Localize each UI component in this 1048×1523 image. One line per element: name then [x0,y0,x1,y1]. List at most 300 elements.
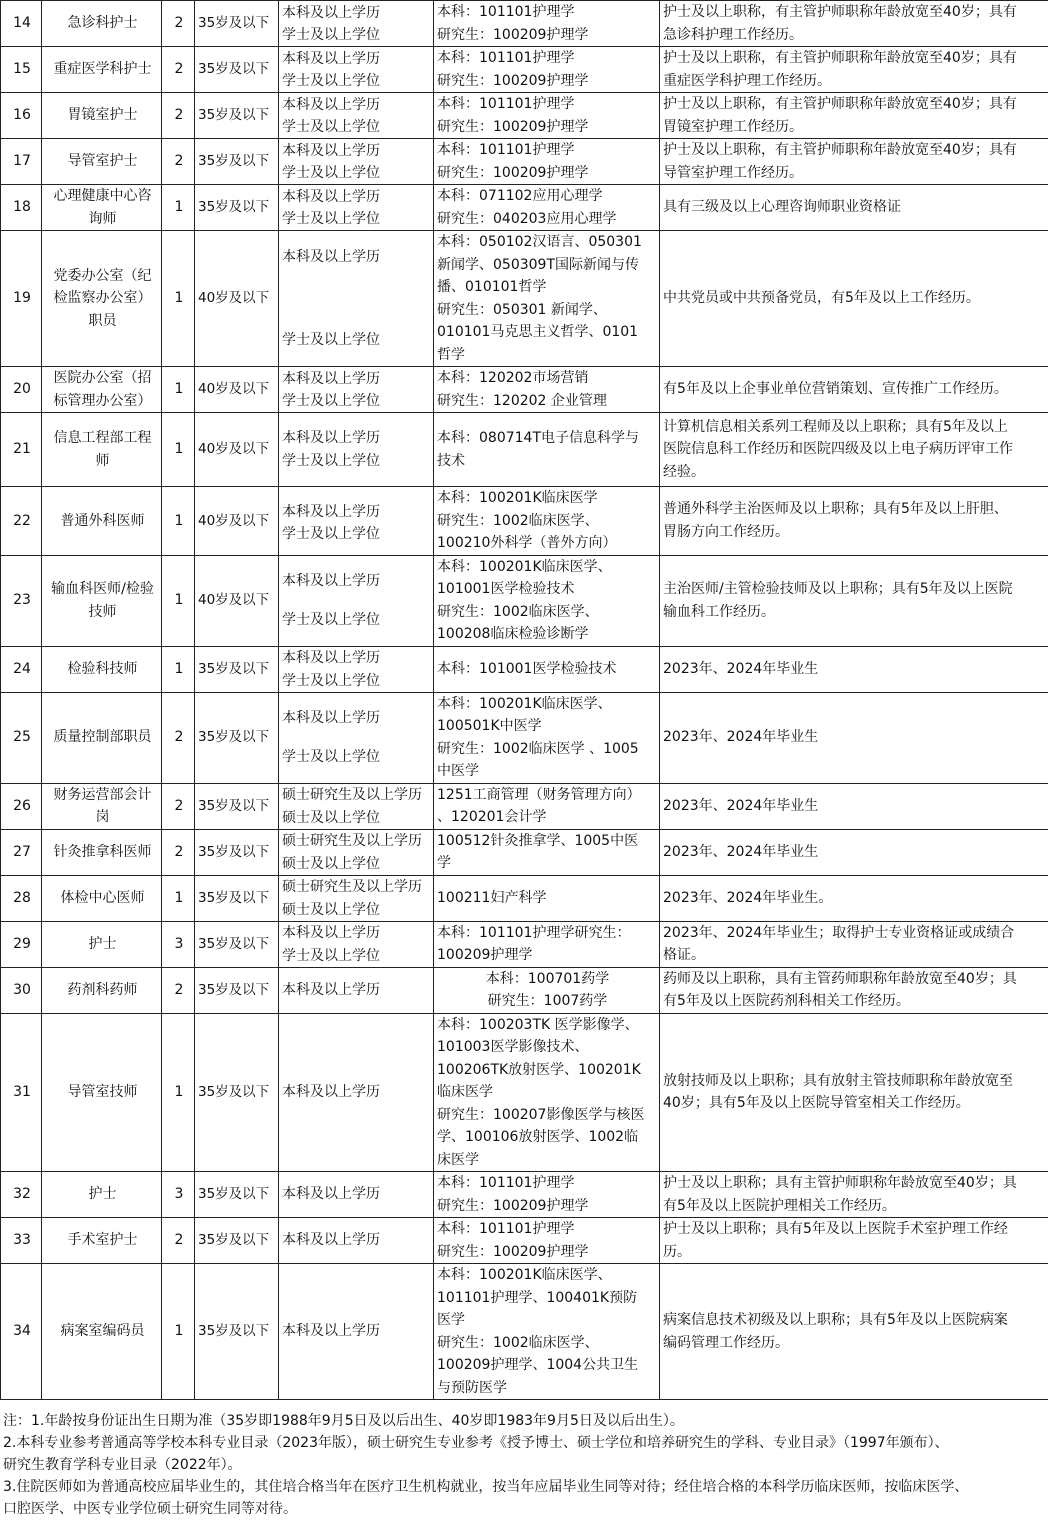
major-line: 100209护理学 [437,947,533,963]
table-row [1,921,1048,967]
table-row [1,555,1048,646]
requirement-line: 主治医师/主管检验技师及以上职称；具有5年及以上医院 [663,581,1013,597]
row-number-cell: 31 [1,1013,42,1172]
position-name-line: 急诊科护士 [67,15,138,32]
major-cell [434,185,660,231]
age-requirement-cell: 40岁及以下 [195,413,279,487]
education-cell [279,829,434,875]
position-name-line: 医院办公室（招 [53,370,152,386]
position-name-line: 手术室护士 [67,1232,138,1249]
other-requirements-cell [660,875,1048,921]
education-lines [282,1081,432,1104]
major-line: 研究生：1007药学 [487,993,608,1009]
major-line: 中医学 [437,763,479,779]
position-cell [42,967,162,1013]
requirement-line: 放射技师及以上职称；具有放射主管技师职称年龄放宽至 [663,1072,1013,1089]
requirement-line: 护士及以上职称；具有5年及以上医院手术室护理工作经 [663,1221,1008,1237]
headcount-cell: 2 [162,783,195,829]
education-cell [279,1218,434,1264]
requirement-line: 护士及以上职称，有主管护师职称年龄放宽至40岁；具有 [663,50,1017,66]
major-line: 本科：050102汉语言、050301 [437,234,642,250]
major-line: 研究生：1002临床医学、 [437,512,599,529]
requirement-line: 2023年、2024年毕业生。 [663,889,833,906]
table-row [1,783,1048,829]
major-line: 研究生：100209护理学 [437,26,589,43]
education-line: 本科及以上学历 [282,4,380,21]
education-cell [279,967,434,1013]
major-line: 学 [437,855,451,871]
other-requirements-cell [660,231,1048,367]
education-line: 本科及以上学历 [282,1186,380,1203]
position-name-line: 党委办公室（纪 [53,267,152,284]
education-line: 本科及以上学历 [282,1232,380,1249]
position-cell [42,139,162,185]
major-line: 研究生：1002临床医学 、1005 [437,740,639,757]
position-cell [42,783,162,829]
other-requirements-cell [660,1218,1048,1264]
education-line: 本科及以上学历 [282,1323,380,1340]
requirement-line: 病案信息技术初级及以上职称；具有5年及以上医院病案 [663,1312,1008,1328]
note-line: 口腔医学、中医专业学位硕士研究生同等对待。 [3,1501,297,1517]
education-line: 本科及以上学历 [282,370,380,387]
age-requirement-cell: 35岁及以下 [195,646,279,692]
major-line: 播、010101哲学 [437,279,547,295]
major-line: 研究生：120202 企业管理 [437,392,607,409]
table-row [1,967,1048,1013]
education-line: 硕士研究生及以上学历 [282,833,422,849]
headcount-cell: 1 [162,487,195,556]
education-line: 学士及以上学位 [282,672,380,689]
major-line: 本科：100201K临床医学、 [437,1267,612,1283]
table-row [1,231,1048,367]
education-lines [282,1229,432,1252]
major-line: 研究生：1002临床医学、 [437,603,599,620]
major-line: 010101马克思主义哲学、0101 [437,324,639,340]
position-name-line: 输血科医师/检验 [51,581,154,597]
major-line: 新闻学、050309T国际新闻与传 [437,256,639,273]
position-name-line: 质量控制部职员 [53,729,152,746]
position-name-line: 重症医学科护士 [53,61,152,78]
position-cell [42,829,162,875]
other-requirements-cell [660,413,1048,487]
major-line: 研究生：100209护理学 [437,1243,589,1260]
requirement-line: 药师及以上职称，具有主管药师职称年龄放宽至40岁；具 [663,970,1017,987]
education-cell [279,487,434,556]
headcount-cell: 1 [162,1264,195,1400]
other-requirements-cell [660,1264,1048,1400]
position-name-line: 财务运营部会计 [53,786,152,803]
position-name-line: 药剂科药师 [67,981,138,998]
education-line: 学士及以上学位 [282,612,380,628]
requirement-line: 导管室护理工作经历。 [663,164,803,181]
headcount-cell: 2 [162,829,195,875]
major-line: 、120201会计学 [437,809,547,825]
row-number-cell: 23 [1,555,42,646]
table-row [1,1172,1048,1218]
position-cell [42,921,162,967]
major-line: 技术 [437,452,465,469]
major-line: 本科：100701药学 [485,970,610,987]
position-cell [42,487,162,556]
row-number-cell: 32 [1,1172,42,1218]
table-row [1,1013,1048,1172]
note-line: 2.本科专业参考普通高等学校本科专业目录（2023年版），硕士研究生专业参考《授予博士、硕士学位和培养研究生的学科、专业目录》（1997年颁布）、 [3,1435,949,1451]
position-name-line: 职员 [88,312,117,329]
major-line: 100209护理学、1004公共卫生 [437,1357,639,1373]
requirement-line: 经验。 [663,463,705,480]
row-number-cell: 29 [1,921,42,967]
table-row [1,1,1048,47]
major-line: 本科：101101护理学 [437,142,575,158]
position-cell [42,646,162,692]
table-body [1,1,1048,1400]
major-cell [434,367,660,413]
other-requirements-cell [660,829,1048,875]
major-line: 本科：071102应用心理学 [437,188,603,204]
requirement-line: 护士及以上职称，有主管护师职称年龄放宽至40岁；具有 [663,142,1017,158]
education-cell [279,783,434,829]
education-line: 学士及以上学位 [282,526,380,543]
requirement-line: 具有三级及以上心理咨询师职业资格证 [663,199,901,216]
education-cell [279,93,434,139]
education-line: 学士及以上学位 [282,73,380,89]
requirement-line: 急诊科护理工作经历。 [663,26,803,43]
major-cell [434,1013,660,1172]
note-line: 3.住院医师如为普通高校应届毕业生的，其住培合格当年在医疗卫生机构就业，按当年应届毕业生同等对待；经住培合格的本科学历临床医师，按临床医学、 [3,1479,969,1495]
education-line: 学士及以上学位 [282,119,380,135]
row-number-cell: 17 [1,139,42,185]
requirement-line: 普通外科学主治医师及以上职称；具有5年及以上肝胆、 [663,501,1008,518]
position-name-line: 师 [95,452,110,469]
row-number-cell: 30 [1,967,42,1013]
table-row [1,646,1048,692]
row-number-cell: 24 [1,646,42,692]
notes-section [3,1410,1047,1520]
position-name-line: 针灸推拿科医师 [53,843,152,860]
major-line: 研究生：100209护理学 [437,1197,589,1214]
other-requirements-cell [660,555,1048,646]
requirement-line: 2023年、2024年毕业生 [663,797,819,814]
requirement-line: 2023年、2024年毕业生；取得护士专业资格证或成绩合 [663,924,1015,941]
major-cell [434,555,660,646]
requirement-line: 护士及以上职称；具有主管护师职称年龄放宽至40岁；具 [663,1175,1017,1191]
age-requirement-cell: 35岁及以下 [195,1264,279,1400]
education-cell [279,413,434,487]
major-cell [434,646,660,692]
position-cell [42,185,162,231]
position-name-line: 信息工程部工程 [53,430,152,446]
education-line: 硕士及以上学位 [282,855,380,872]
major-line: 临床医学 [437,1084,493,1100]
major-line: 本科：100203TK 医学影像学、 [437,1016,639,1033]
education-line: 本科及以上学历 [282,248,380,265]
major-line: 与预防医学 [437,1379,507,1396]
position-cell [42,1013,162,1172]
row-number-cell: 15 [1,47,42,93]
position-cell [42,1218,162,1264]
major-line: 100206TK放射医学、100201K [437,1061,641,1078]
major-cell [434,139,660,185]
other-requirements-cell [660,646,1048,692]
age-requirement-cell: 35岁及以下 [195,1172,279,1218]
position-name-line: 导管室护士 [67,153,138,170]
headcount-cell: 2 [162,139,195,185]
major-line: 本科：101101护理学 [437,1221,575,1237]
education-cell [279,555,434,646]
major-line: 100210外科学（普外方向） [437,535,617,551]
major-line: 本科：101101护理学 [437,50,575,66]
major-line: 本科：101101护理学 [437,96,575,112]
major-cell [434,47,660,93]
education-line: 本科及以上学历 [282,429,380,446]
major-line: 研究生：100209护理学 [437,72,589,89]
major-cell [434,487,660,556]
note-line: 研究生教育学科专业目录（2022年）。 [3,1457,242,1473]
major-line: 1251工商管理（财务管理方向） [437,786,641,803]
education-line: 本科及以上学历 [282,50,380,67]
education-lines [282,48,432,92]
education-cell [279,1264,434,1400]
position-name-line: 护士 [88,1186,117,1203]
position-name-line: 检监察办公室） [53,290,152,307]
education-lines [282,830,432,874]
education-lines [282,1320,432,1343]
education-line: 学士及以上学位 [282,947,380,964]
table-row [1,47,1048,93]
education-line: 硕士研究生及以上学历 [282,879,422,895]
education-line: 硕士及以上学位 [282,809,380,826]
major-line: 本科：100201K临床医学 [437,490,598,506]
table-row [1,1218,1048,1264]
position-name-line: 岗 [95,809,110,825]
position-cell [42,1264,162,1400]
education-lines [282,784,432,828]
headcount-cell: 1 [162,875,195,921]
education-cell [279,139,434,185]
education-line: 本科及以上学历 [282,188,380,205]
age-requirement-cell: 35岁及以下 [195,783,279,829]
major-cell [434,829,660,875]
education-lines [282,570,432,632]
row-number-cell: 33 [1,1218,42,1264]
position-cell [42,231,162,367]
education-lines [282,707,432,769]
headcount-cell: 1 [162,185,195,231]
education-lines [282,922,432,966]
position-name-line: 胃镜室护士 [67,107,138,124]
education-line: 本科及以上学历 [282,503,380,520]
row-number-cell: 27 [1,829,42,875]
requirement-line: 医院信息科工作经历和医院四级及以上电子病历评审工作 [663,441,1013,458]
age-requirement-cell: 35岁及以下 [195,185,279,231]
headcount-cell: 1 [162,646,195,692]
major-line: 床医学 [437,1151,479,1168]
major-line: 101101护理学、100401K预防 [437,1289,638,1306]
other-requirements-cell [660,47,1048,93]
major-line: 研究生：1002临床医学、 [437,1334,599,1351]
major-line: 本科：100201K临床医学、 [437,695,612,712]
note-line: 注：1.年龄按身份证出生日期为准（35岁即1988年9月5日及以后出生、40岁即1983年9月5日及以后出生）。 [3,1413,684,1429]
major-line: 研究生：050301 新闻学、 [437,301,607,318]
row-number-cell: 14 [1,1,42,47]
education-cell [279,692,434,783]
other-requirements-cell [660,967,1048,1013]
row-number-cell: 34 [1,1264,42,1400]
other-requirements-cell [660,1172,1048,1218]
education-lines [282,501,432,541]
table-row [1,829,1048,875]
other-requirements-cell [660,783,1048,829]
position-cell [42,1172,162,1218]
headcount-cell: 1 [162,555,195,646]
education-line: 硕士及以上学位 [282,901,380,918]
education-lines [282,94,432,138]
education-cell [279,231,434,367]
requirement-line: 重症医学科护理工作经历。 [663,72,831,89]
major-line: 本科：101101护理学 [437,1175,575,1191]
age-requirement-cell: 40岁及以下 [195,367,279,413]
major-line: 研究生：100209护理学 [437,164,589,181]
row-number-cell: 22 [1,487,42,556]
major-cell [434,783,660,829]
age-requirement-cell: 35岁及以下 [195,93,279,139]
education-line: 本科及以上学历 [282,925,380,941]
requirement-line: 40岁；具有5年及以上医院导管室相关工作经历。 [663,1095,970,1112]
table-row [1,185,1048,231]
education-cell [279,875,434,921]
table-row [1,1264,1048,1400]
education-line: 学士及以上学位 [282,332,380,348]
requirement-line: 胃镜室护理工作经历。 [663,118,803,135]
other-requirements-cell [660,367,1048,413]
row-number-cell: 21 [1,413,42,487]
requirement-line: 2023年、2024年毕业生 [663,843,819,860]
position-name-line: 护士 [88,935,117,952]
major-line: 医学 [437,1312,465,1328]
position-cell [42,47,162,93]
major-line: 100211妇产科学 [437,889,547,906]
position-name-line: 心理健康中心咨 [53,188,152,204]
education-lines [282,647,432,691]
position-name-line: 普通外科医师 [60,512,145,529]
requirement-line: 有5年及以上医院药剂科相关工作经历。 [663,993,910,1009]
education-lines [282,186,432,230]
education-cell [279,1,434,47]
education-line: 学士及以上学位 [282,27,380,43]
age-requirement-cell: 35岁及以下 [195,1013,279,1172]
position-cell [42,692,162,783]
education-line: 学士及以上学位 [282,453,380,469]
education-line: 本科及以上学历 [282,572,380,589]
requirement-line: 编码管理工作经历。 [663,1334,789,1351]
major-line: 101003医学影像技术、 [437,1039,589,1055]
row-number-cell: 19 [1,231,42,367]
requirement-line: 输血科工作经历。 [663,603,775,620]
education-lines [282,140,432,184]
age-requirement-cell: 40岁及以下 [195,555,279,646]
headcount-cell: 2 [162,47,195,93]
table-row [1,413,1048,487]
table-row [1,692,1048,783]
table-row [1,487,1048,556]
requirement-line: 有5年及以上医院护理相关工作经历。 [663,1197,896,1214]
major-line: 研究生：100207影像医学与核医 [437,1106,645,1123]
other-requirements-cell [660,487,1048,556]
position-name-line: 询师 [88,210,117,227]
major-line: 本科：101001医学检验技术 [437,660,617,677]
other-requirements-cell [660,1013,1048,1172]
age-requirement-cell: 35岁及以下 [195,1,279,47]
age-requirement-cell: 35岁及以下 [195,967,279,1013]
table-row [1,139,1048,185]
major-cell [434,921,660,967]
education-cell [279,1013,434,1172]
education-line: 学士及以上学位 [282,393,380,409]
position-cell [42,555,162,646]
major-cell [434,413,660,487]
headcount-cell: 1 [162,231,195,367]
education-line: 硕士研究生及以上学历 [282,787,422,803]
requirement-line: 历。 [663,1243,691,1260]
age-requirement-cell: 40岁及以下 [195,487,279,556]
major-cell [434,1,660,47]
education-lines [282,427,432,473]
education-line: 本科及以上学历 [282,96,380,113]
education-cell [279,1172,434,1218]
major-line: 本科：101101护理学 [437,4,575,20]
education-line: 本科及以上学历 [282,650,380,666]
position-name-line: 体检中心医师 [60,889,145,906]
position-name-line: 导管室技师 [67,1084,138,1100]
table-row [1,93,1048,139]
major-line: 本科：100201K临床医学、 [437,558,612,575]
education-line: 本科及以上学历 [282,981,380,998]
requirement-line: 护士及以上职称，有主管护师职称年龄放宽至40岁；具有 [663,4,1017,20]
major-line: 学、100106放射医学、1002临 [437,1129,639,1145]
headcount-cell: 2 [162,1218,195,1264]
other-requirements-cell [660,1,1048,47]
headcount-cell: 2 [162,1,195,47]
major-line: 100208临床检验诊断学 [437,626,589,642]
other-requirements-cell [660,185,1048,231]
education-line: 学士及以上学位 [282,749,380,765]
major-line: 100501K中医学 [437,718,542,734]
requirement-line: 中共党员或中共预备党员，有5年及以上工作经历。 [663,290,980,307]
education-lines [282,246,432,352]
position-name-line: 标管理办公室） [53,392,152,409]
age-requirement-cell: 35岁及以下 [195,1218,279,1264]
position-name-line: 病案室编码员 [60,1323,145,1340]
headcount-cell: 1 [162,367,195,413]
major-line: 研究生：040203应用心理学 [437,210,617,227]
position-cell [42,367,162,413]
major-cell [434,1264,660,1400]
major-cell [434,231,660,367]
row-number-cell: 28 [1,875,42,921]
row-number-cell: 18 [1,185,42,231]
major-line: 本科：101101护理学研究生： [437,924,631,941]
row-number-cell: 20 [1,367,42,413]
major-line: 101001医学检验技术 [437,581,575,597]
education-lines [282,2,432,46]
major-cell [434,1218,660,1264]
position-cell [42,93,162,139]
requirement-line: 胃肠方向工作经历。 [663,523,789,540]
education-lines [282,368,432,412]
position-cell [42,413,162,487]
age-requirement-cell: 40岁及以下 [195,231,279,367]
other-requirements-cell [660,139,1048,185]
